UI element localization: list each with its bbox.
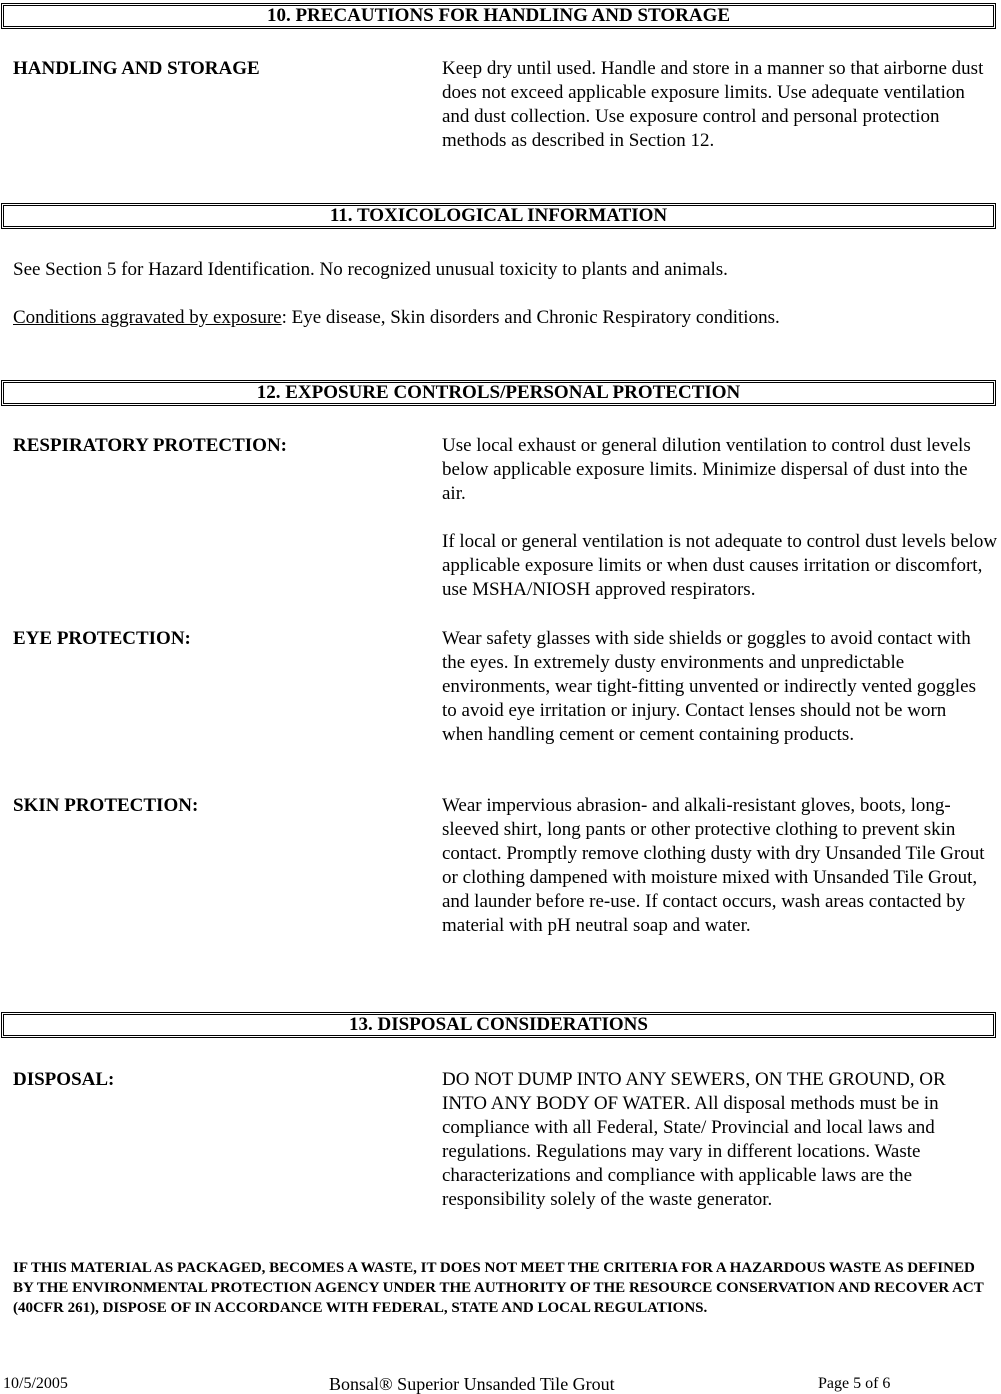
skin-protection-label: SKIN PROTECTION:	[13, 795, 199, 816]
section-12-header: 12. EXPOSURE CONTROLS/PERSONAL PROTECTION	[1, 380, 996, 406]
disposal-label: DISPOSAL:	[13, 1069, 115, 1090]
section-13-header: 13. DISPOSAL CONSIDERATIONS	[1, 1012, 996, 1038]
footer-date: 10/5/2005	[3, 1375, 68, 1392]
section-11-header: 11. TOXICOLOGICAL INFORMATION	[1, 203, 996, 229]
conditions-aggravated	[13, 306, 988, 330]
section-10-header: 10. PRECAUTIONS FOR HANDLING AND STORAGE	[1, 3, 996, 29]
toxicology-paragraph: See Section 5 for Hazard Identification. No recognized unusual toxicity to plants and animals.	[13, 259, 728, 280]
eye-protection-label: EYE PROTECTION:	[13, 628, 191, 649]
respiratory-protection-text: Use local exhaust or general dilution ventilation to control dust levels below applicable exposure limits. Minimize dispersal of dust into the air.	[442, 435, 971, 504]
handling-storage-label: HANDLING AND STORAGE	[13, 58, 260, 79]
skin-protection-text: Wear impervious abrasion- and alkali-resistant gloves, boots, long-sleeved shirt, long pants or other protective clothing to prevent skin contact. Promptly remove clothing dusty with dry Unsanded Tile Grout or clothing dampened with moisture mixed with Unsanded Tile Grout, and launder before re-use. If contact occurs, wash areas contacted by material with pH neutral soap and water.	[442, 795, 985, 936]
footer-product: Bonsal® Superior Unsanded Tile Grout	[329, 1374, 615, 1394]
eye-protection-text: Wear safety glasses with side shields or goggles to avoid contact with the eyes. In extremely dusty environments and unpredictable environments, wear tight-fitting unvented or indirectly vented goggles to avoid eye irritation or injury. Contact lenses should not be worn when handling cement or cement containing products.	[442, 628, 976, 745]
disposal-text: DO NOT DUMP INTO ANY SEWERS, ON THE GROUND, OR INTO ANY BODY OF WATER. All disposal methods must be in compliance with all Federal, State/ Provincial and local laws and regulations. Regulations may vary in different locations. Waste characterizations and compliance with applicable laws are the responsibility solely of the waste generator.	[442, 1069, 946, 1210]
handling-storage-text: Keep dry until used. Handle and store in a manner so that airborne dust does not exceed applicable exposure limits. Use adequate ventilation and dust collection. Use exposure control and personal protection methods as described in Section 12.	[442, 58, 984, 151]
respiratory-protection-text-2: If local or general ventilation is not adequate to control dust levels below applicable exposure limits or when dust causes irritation or discomfort, use MSHA/NIOSH approved respirators.	[442, 531, 998, 600]
footer-page-number: Page 5 of 6	[818, 1375, 891, 1392]
conditions-label: Conditions aggravated by exposure	[13, 307, 282, 328]
respiratory-protection-label: RESPIRATORY PROTECTION:	[13, 435, 287, 456]
conditions-text: : Eye disease, Skin disorders and Chronic Respiratory conditions.	[281, 307, 780, 328]
hazardous-waste-notice: IF THIS MATERIAL AS PACKAGED, BECOMES A WASTE, IT DOES NOT MEET THE CRITERIA FOR A HAZARDOUS WASTE AS DEFINED BY THE ENVIRONMENTAL PROTECTION AGENCY UNDER THE AUTHORITY OF THE RESOURCE CONSERVATION AND RECOVER ACT (40CFR 261), DISPOSE OF IN ACCORDANCE WITH FEDERAL, STATE AND LOCAL REGULATIONS.	[13, 1260, 984, 1316]
